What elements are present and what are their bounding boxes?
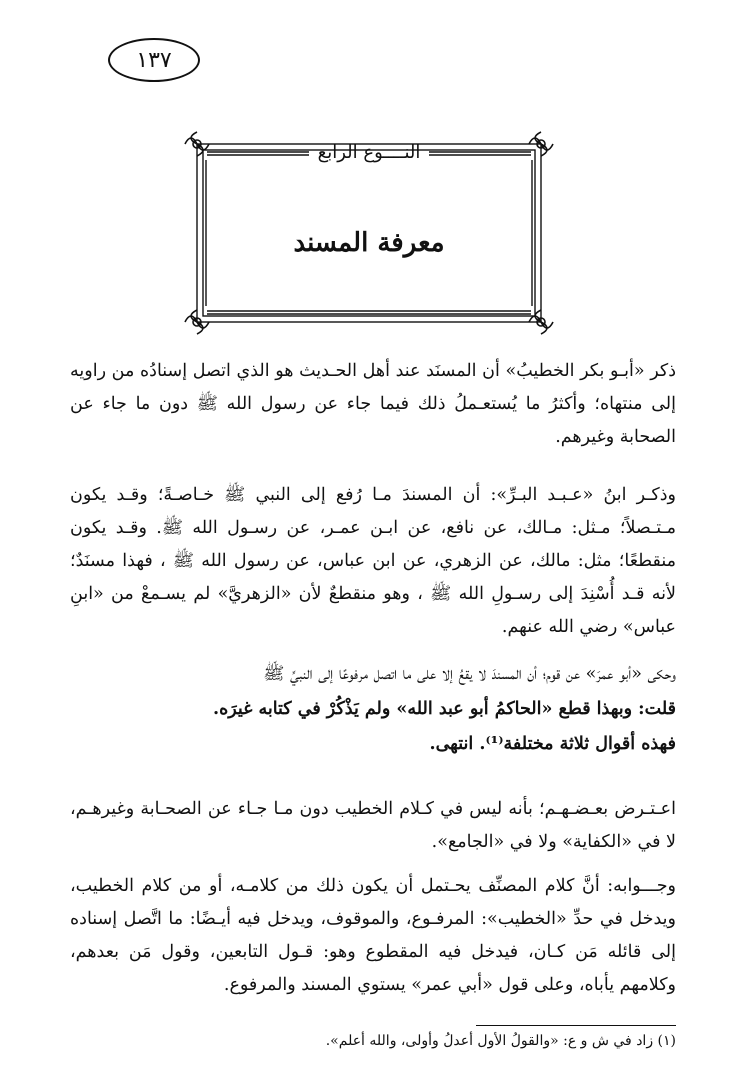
section-title: معرفة المسند: [293, 228, 445, 258]
paragraph-6: [70, 793, 676, 859]
paragraph-5: [70, 728, 676, 761]
paragraph-3: [70, 658, 676, 691]
page-number-text: ١٣٧: [136, 47, 172, 73]
footnote-divider: [476, 1025, 676, 1026]
page-number: [108, 38, 200, 82]
paragraph-text: فهذه أقوال ثلاثة مختلفة⁽¹⁾. انتهى.: [429, 734, 676, 754]
paragraph-2: [70, 479, 676, 644]
paragraph-text: وحكى «أبو عمرَ» عن قوم؛ أن المسندَ لا يقعُ إلا على ما اتصل مرفوعًا إلى النبيِّ ﷺ: [263, 664, 676, 684]
chapter-heading-frame: [183, 130, 555, 336]
paragraph-text: ذكر «أبـو بكر الخطيبُ» أن المسنَد عند أهل الحـديث هو الذي اتصل إسنادُه من راويه إلى منتهاه؛ وأكثرُ ما يُستعـملُ ذلك فيما جاء عن رسول الله ﷺ دون ما جاء عن الصحابة وغيرهم.: [70, 361, 676, 447]
paragraph-text: وجـــوابه: أنَّ كلام المصنِّف يحـتمل أن يكون ذلك من كلامـه، أو من كلام الخطيب، ويدخل في حدِّ «الخطيب»: المرفـوع، والموقوف، ويدخل فيه أيـضًا: ما اتَّصل إسناده إلى قائله مَن كـان، فيدخل فيه المقطوع وهو: قـول التابعين، وقول مَن بعدهم، وكلامهم يأباه، وعلى قول «أبي عمر» يستوي المسند والمرفوع.: [70, 876, 676, 995]
paragraph-1: [70, 355, 676, 454]
paragraph-text: وذكـر ابنُ «عـبـد البـرِّ»: أن المسندَ مـا رُفع إلى النبي ﷺ خـاصـةً؛ وقـد يكون مـتـصلاً؛ مـثل: مـالك، عن نافع، عن ابـن عمـر، عن رسـول الله ﷺ. وقـد يكون منقطعًا؛ مثل: مالك، عن الزهري، عن ابن عباس، عن رسول الله ﷺ ، فهذا مسنَدٌ؛ لأنه قـد أُسْنِدَ إلى رسـولِ الله ﷺ ، وهو منقطعٌ لأن «الزهريَّ» لم يسـمعْ من «ابنِ عباس» رضي الله عنهم.: [70, 485, 676, 637]
section-label: النــــوع الرابع: [317, 142, 421, 163]
paragraph-text: قلت: وبهذا قطع «الحاكمُ أبو عبد الله» ولم يَذْكُرْ في كتابه غيرَه.: [213, 699, 676, 719]
paragraph-4: [70, 693, 676, 726]
paragraph-7: [70, 870, 676, 1002]
footnote: (١) زاد في ش و ع: «والقولُ الأول أعدلُ وأولى، والله أعلم».: [325, 1033, 676, 1049]
paragraph-text: اعـتـرض بعـضـهـم؛ بأنه ليس في كـلام الخطيب دون مـا جـاء عن الصحـابة وغيرهـم، لا في «الكفاية» ولا في «الجامع».: [70, 799, 676, 852]
